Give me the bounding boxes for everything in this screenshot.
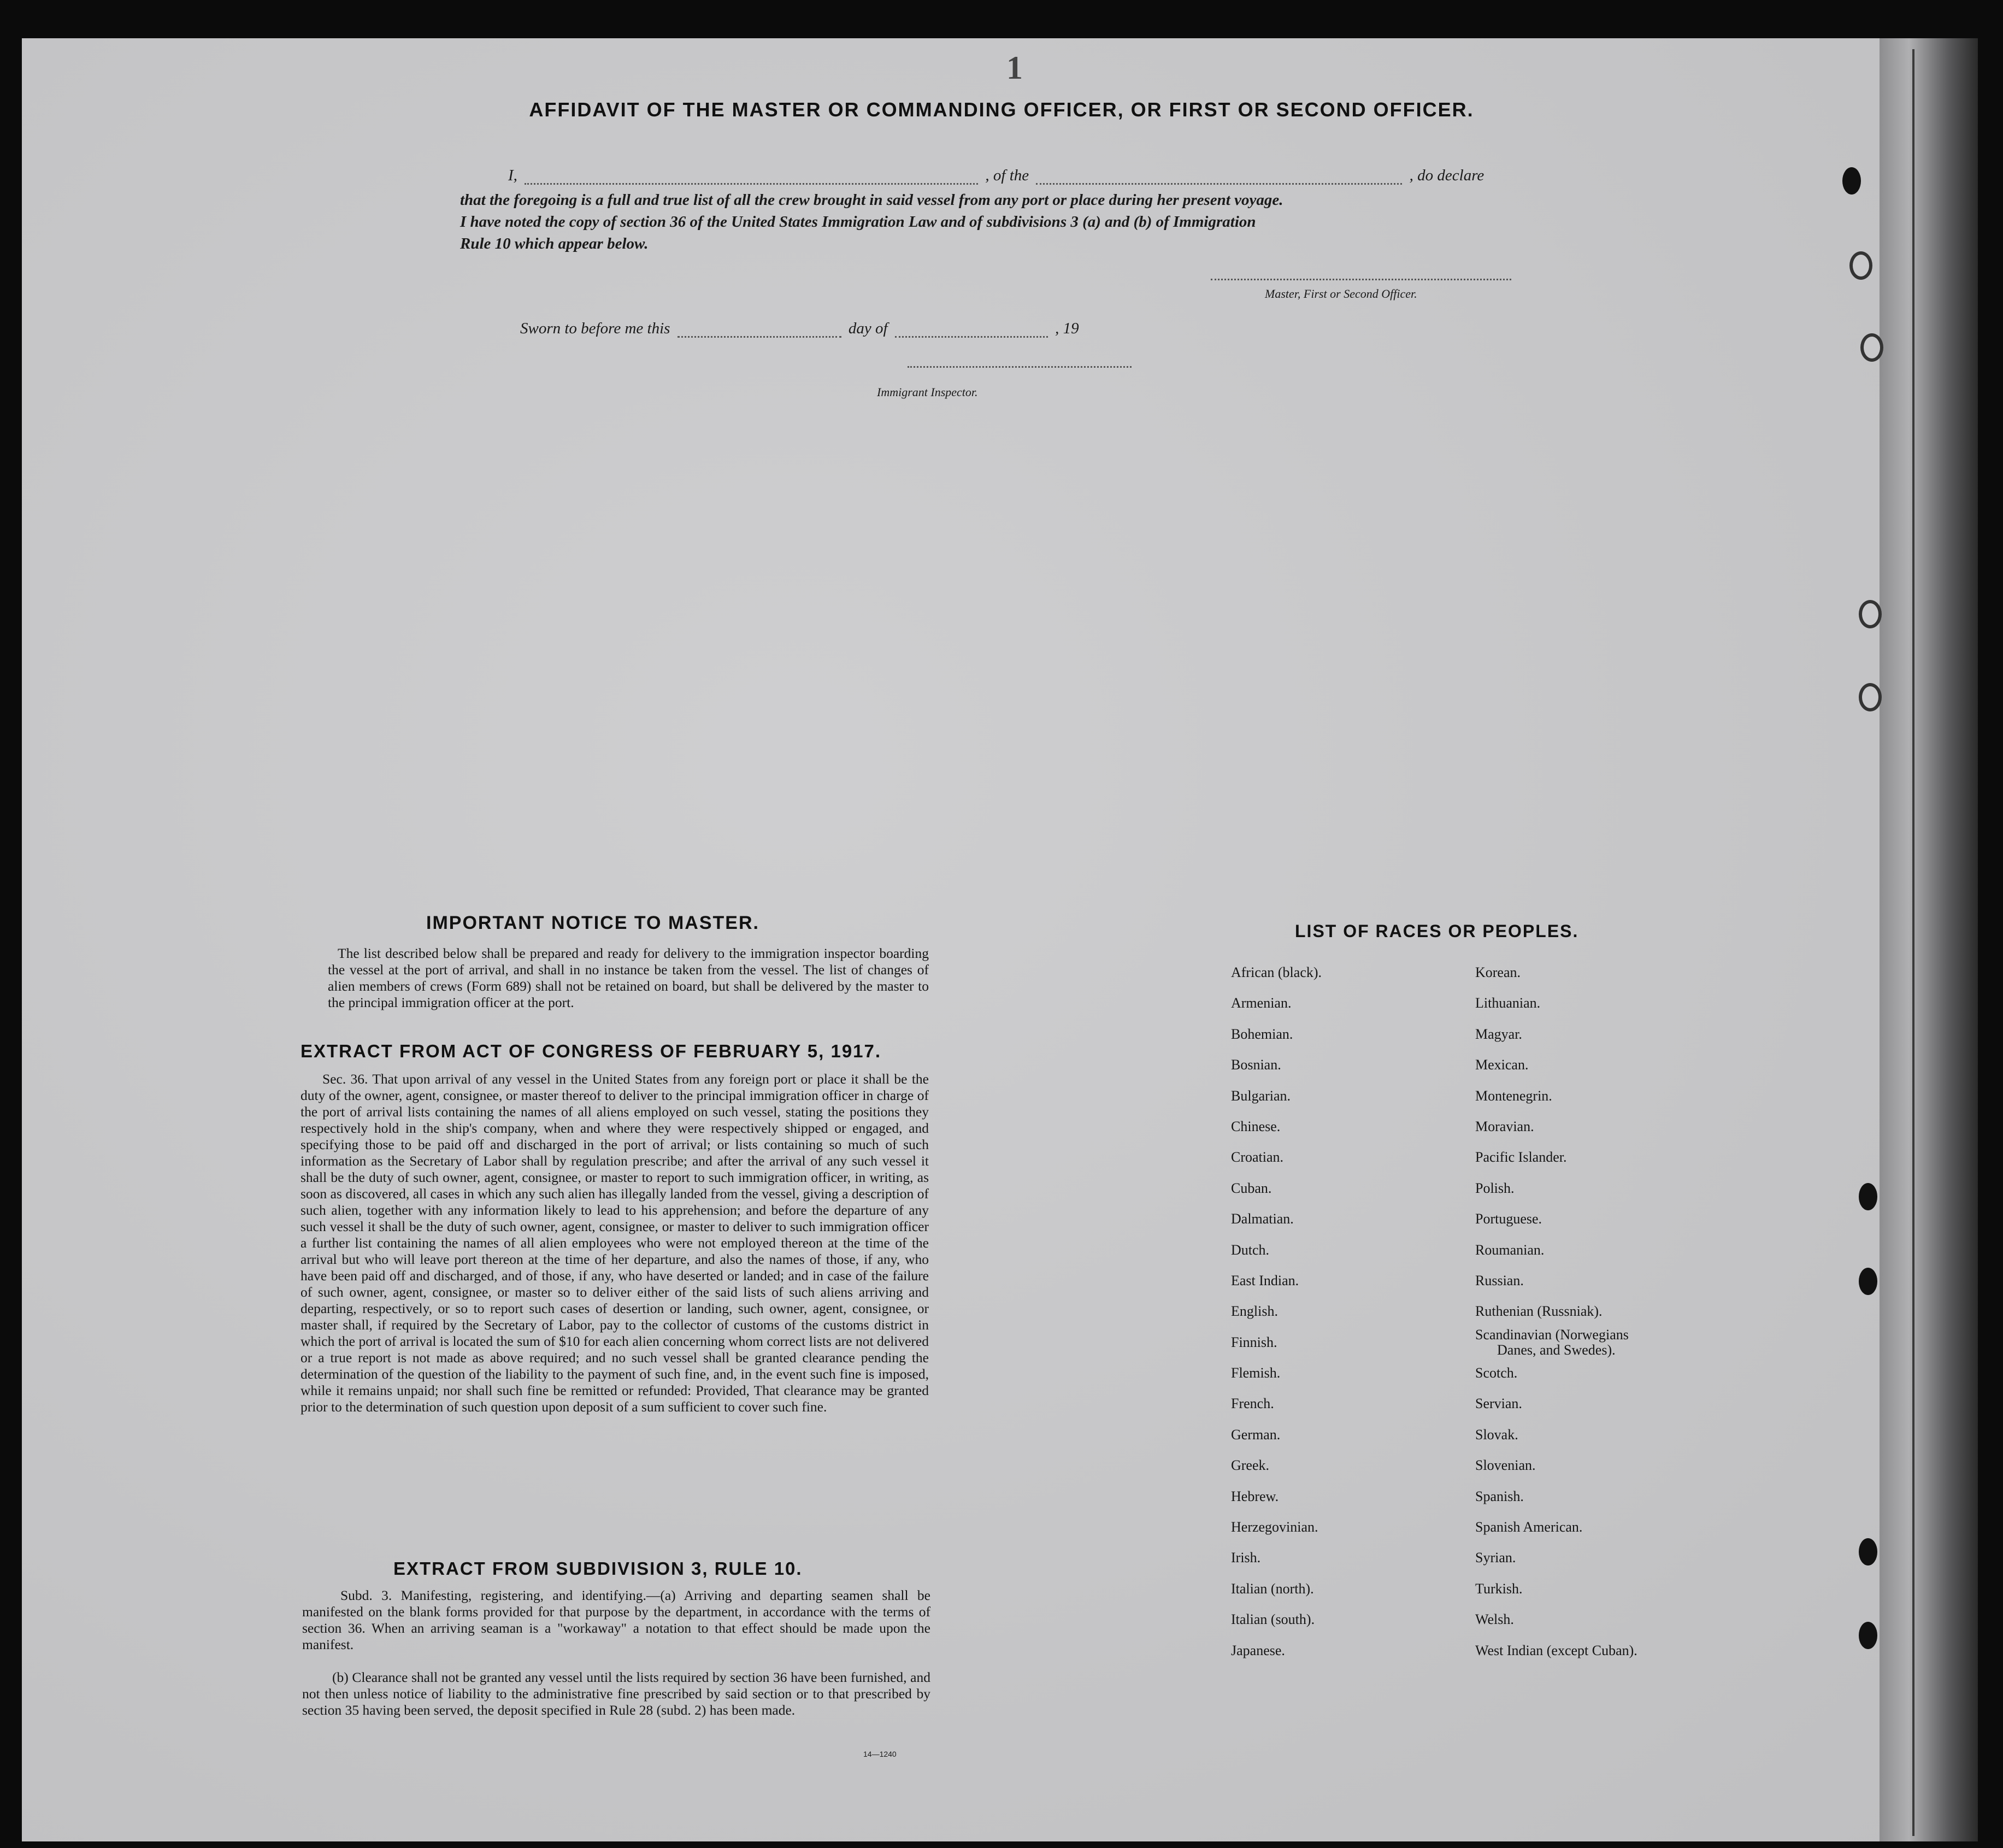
signature-label: Master, First or Second Officer. (1265, 287, 1417, 301)
race-item: Dutch. (1231, 1241, 1270, 1258)
binder-hole (1859, 600, 1882, 628)
affidavit-line-4: Rule 10 which appear below. (460, 235, 649, 252)
affidavit-title: AFFIDAVIT OF THE MASTER OR COMMANDING OFFICER, OR FIRST OR SECOND OFFICER. (529, 98, 1474, 121)
binder-hole (1859, 1622, 1877, 1649)
race-item: Welsh. (1475, 1611, 1514, 1628)
page-mark: 1 (1006, 50, 1023, 86)
inspector-label: Immigrant Inspector. (877, 385, 978, 399)
race-item: Hebrew. (1231, 1488, 1279, 1504)
extract-rule-text-b: (b) Clearance shall not be granted any vessel until the lists required by section 36 have been furnished, and not then unless notice of liability to the administrative fine prescribed by said section or to that prescribed by section 35 having been served, the deposit specified in Rule 28 (subd. 2) has been made. (302, 1669, 930, 1718)
race-item: Pacific Islander. (1475, 1149, 1567, 1166)
race-item: Portuguese. (1475, 1211, 1542, 1227)
binder-hole (1849, 251, 1872, 280)
affidavit-line-2: that the foregoing is a full and true list of all the crew brought in said vessel from any port or place during her present voyage. (460, 191, 1283, 209)
binder-hole (1842, 167, 1861, 195)
race-item: Syrian. (1475, 1550, 1516, 1566)
race-item: Roumanian. (1475, 1241, 1545, 1258)
binder-hole (1860, 333, 1883, 362)
race-item-line: Scandinavian (Norwegians (1475, 1326, 1629, 1343)
vessel-blank (1036, 183, 1402, 185)
races-left-column (1231, 957, 1322, 1666)
race-item: West Indian (except Cuban). (1475, 1642, 1637, 1658)
race-item: Spanish. (1475, 1488, 1524, 1504)
notice-title: IMPORTANT NOTICE TO MASTER. (426, 913, 759, 933)
race-item: Japanese. (1231, 1642, 1285, 1658)
binding-spine (1880, 38, 1978, 1841)
notice-text: The list described below shall be prepared and ready for delivery to the immigration inspector boarding the vessel at the port of arrival, and shall in no instance be taken from the vessel. The list of changes of alien members of crews (Form 689) shall not be retained on board, but shall be delivered by the master to the principal immigration officer at the port. (328, 945, 929, 1010)
affidavit-declare-line (508, 167, 1484, 185)
race-item: Flemish. (1231, 1365, 1281, 1381)
race-item: Polish. (1475, 1180, 1515, 1196)
race-item: Montenegrin. (1475, 1087, 1552, 1104)
day-of-label: day of (848, 320, 888, 337)
races-title: LIST OF RACES OR PEOPLES. (1295, 921, 1579, 941)
race-item: Bosnian. (1231, 1057, 1281, 1073)
race-item: Slovak. (1475, 1426, 1518, 1443)
race-item: Bulgarian. (1231, 1087, 1291, 1104)
race-item: French. (1231, 1396, 1274, 1412)
year-label: , 19 (1055, 320, 1079, 337)
inspector-blank (908, 366, 1132, 368)
race-item: Spanish American. (1475, 1519, 1583, 1535)
affidavit-line-3: I have noted the copy of section 36 of the United States Immigration Law and of subdivisions 3 (a) and (b) of Immigration (460, 213, 1256, 231)
race-item: Russian. (1475, 1272, 1524, 1288)
race-item: German. (1231, 1426, 1281, 1443)
affidavit-declare-label: , do declare (1409, 167, 1484, 184)
race-item-line: Danes, and Swedes). (1497, 1341, 1616, 1358)
race-item: Armenian. (1231, 995, 1292, 1011)
race-item: Bohemian. (1231, 1026, 1293, 1042)
race-item: English. (1231, 1303, 1278, 1320)
binder-hole (1859, 683, 1882, 711)
binding-fold (1912, 49, 1914, 1836)
form-number: 14—1240 (863, 1750, 897, 1758)
binder-hole (1859, 1538, 1877, 1565)
binder-hole (1859, 1183, 1877, 1210)
races-right-column (1475, 957, 1637, 1666)
race-item: Ruthenian (Russniak). (1475, 1303, 1603, 1320)
sworn-label: Sworn to before me this (520, 320, 670, 337)
race-item: East Indian. (1231, 1272, 1299, 1288)
race-item: Irish. (1231, 1550, 1261, 1566)
extract-act-title: EXTRACT FROM ACT OF CONGRESS OF FEBRUARY 5, 1917. (301, 1041, 882, 1061)
extract-act-text: Sec. 36. That upon arrival of any vessel in the United States from any foreign port or place it shall be the duty of the owner, agent, consignee, or master thereof to deliver to the principal immigration officer in charge of the port of arrival lists containing the names of all aliens employed on such vessel, stating the positions they respectively hold in the ship's company, when and where they were respectively shipped or engaged, and specifying those to be paid off and discharged in the port of arrival; or lists containing so much of such information as the Secretary of Labor shall by regulation prescribe; and after the arrival of any such vessel it shall be the duty of such owner, agent, consignee, or master to report to such immigration officer, in writing, as soon as discovered, all cases in which any such alien has illegally landed from the vessel, giving a description of such alien, together with any information likely to lead to his apprehension; and before the departure of any such vessel it shall be the duty of such owner, agent, consignee, or master to deliver to such immigration officer a further list containing the names of all alien employees who were not employed thereon at the time of the arrival but who will leave port thereon at the time of her departure, and also the names of those, if any, who have been paid off and discharged, and of those, if any, who have deserted or landed; and in case of the failure of such owner, agent, consignee, or master so to deliver either of the said lists of such aliens arriving and departing, respectively, or so to report such cases of desertion or landing, such owner, agent, consignee, or master shall, if required by the Secretary of Labor, pay to the collector of customs of the customs district in which the port of arrival is located the sum of $10 for each alien concerning whom correct lists are not delivered or a true report is not made as above required; and no such vessel shall be granted clearance pending the determination of the question of the liability to the payment of such fine, and, in the event such fine is imposed, while it remains unpaid; nor shall such fine be remitted or refunded: Provided, That clearance may be granted prior to the determination of such question upon deposit of a sum sufficient to cover such fine. (301, 1071, 929, 1415)
race-item: African (black). (1231, 964, 1322, 980)
race-item: Greek. (1231, 1457, 1270, 1474)
binder-hole (1859, 1268, 1877, 1295)
extract-rule-text-a: Subd. 3. Manifesting, registering, and identifying.—(a) Arriving and departing seamen shall be manifested on the blank forms provided for that purpose by the department, in accordance with the terms of section 36. When an arriving seaman is a "workaway" a notation to that effect should be made upon the manifest. (302, 1587, 930, 1652)
race-item: Slovenian. (1475, 1457, 1536, 1474)
race-item: Herzegovinian. (1231, 1519, 1318, 1535)
race-item: Lithuanian. (1475, 995, 1541, 1011)
race-item: Moravian. (1475, 1118, 1534, 1134)
race-item: Mexican. (1475, 1057, 1529, 1073)
month-blank (895, 336, 1048, 338)
race-item: Korean. (1475, 964, 1521, 980)
name-blank (525, 183, 978, 185)
race-item: Italian (north). (1231, 1580, 1314, 1597)
race-item: Scotch. (1475, 1365, 1518, 1381)
race-item-scandinavian (1475, 1327, 1637, 1358)
race-item: Chinese. (1231, 1118, 1281, 1134)
race-item: Turkish. (1475, 1580, 1523, 1597)
race-item: Finnish. (1231, 1334, 1277, 1350)
race-item: Servian. (1475, 1396, 1522, 1412)
sworn-line (520, 320, 1079, 338)
extract-rule-title: EXTRACT FROM SUBDIVISION 3, RULE 10. (393, 1558, 803, 1579)
race-item: Dalmatian. (1231, 1211, 1294, 1227)
affidavit-of-the-label: , of the (985, 167, 1029, 184)
manifest-sheet (22, 38, 1951, 1841)
affidavit-i-label: I, (508, 167, 517, 184)
signature-blank (1211, 279, 1511, 280)
day-blank (678, 336, 841, 338)
race-item: Magyar. (1475, 1026, 1522, 1042)
race-item: Italian (south). (1231, 1611, 1315, 1628)
race-item: Cuban. (1231, 1180, 1272, 1196)
race-item: Croatian. (1231, 1149, 1284, 1166)
